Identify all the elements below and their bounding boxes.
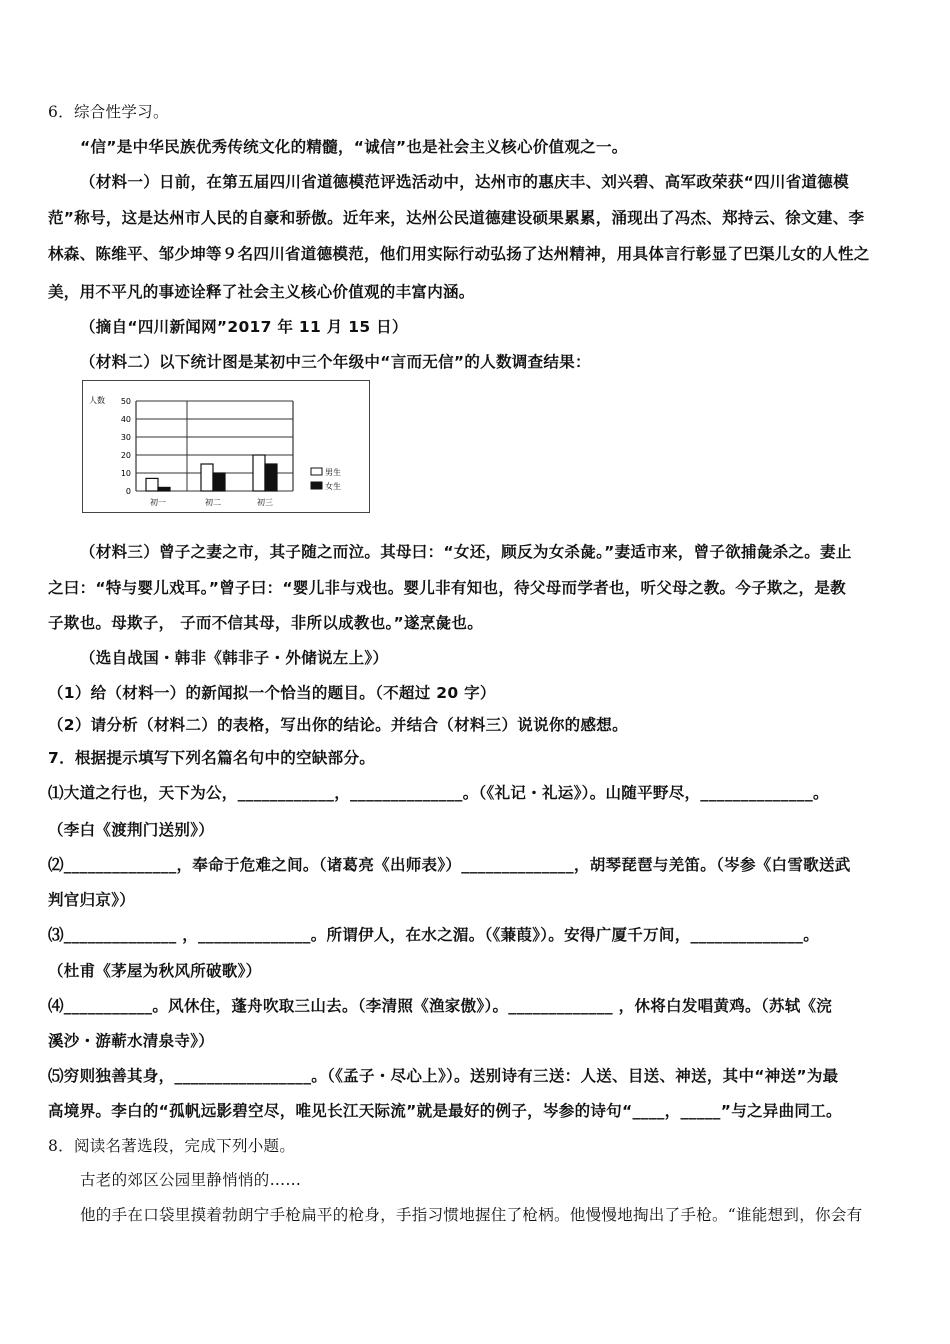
q6-material1-line: 美，用不平凡的事迹诠释了社会主义核心价值观的丰富内涵。 bbox=[48, 283, 475, 301]
y-axis-label: 人数 bbox=[89, 396, 105, 405]
q6-material3-source: （选自战国・韩非《韩非子・外储说左上》） bbox=[80, 649, 389, 667]
q6-material1-line: （材料一）日前，在第五届四川省道德模范评选活动中，达州市的惠庆丰、刘兴碧、高军政荣获“四川省道德模 bbox=[80, 173, 849, 191]
q7-line: 判官归京》） bbox=[48, 891, 136, 909]
q6-material3-line: （材料三）曾子之妻之市，其子随之而泣。其母曰：“女还，顾反为女杀彘。”妻适市来，曾子欲捕彘杀之。妻止 bbox=[80, 543, 852, 561]
y-tick-label: 0 bbox=[125, 487, 131, 496]
q6-intro: “信”是中华民族优秀传统文化的精髓，“诚信”也是社会主义核心价值观之一。 bbox=[80, 138, 628, 156]
q8-passage-line: 他的手在口袋里摸着勃朗宁手枪扁平的枪身，手指习惯地握住了枪柄。他慢慢地掏出了手枪。“谁能想到，你会有 bbox=[80, 1206, 863, 1224]
q7-line: ⑵______________，奉命于危难之间。（诸葛亮《出师表》）______________，胡琴琵琶与羌笛。（岑参《白雪歌送武 bbox=[48, 856, 851, 874]
x-tick-label: 初三 bbox=[257, 498, 273, 507]
bar-女生 bbox=[265, 464, 277, 491]
q7-line: ⑸穷则独善其身，_________________。（《孟子・尽心上》）。送别诗有三送：人送、目送、神送，其中“神送”为最 bbox=[48, 1067, 839, 1085]
q7-line: （李白《渡荆门送别》） bbox=[48, 821, 215, 839]
legend-swatch bbox=[311, 468, 322, 475]
q6-material3-line: 子欺也。母欺子， 子而不信其母，非所以成教也。”遂烹彘也。 bbox=[48, 614, 484, 632]
bar-女生 bbox=[158, 487, 170, 491]
q6-material3-line: 之曰：“特与婴儿戏耳。”曾子曰：“婴儿非与戏也。婴儿非有知也，待父母而学者也，听父母之教。今子欺之，是教 bbox=[48, 579, 846, 597]
q7-line: ⑷___________。风休住，蓬舟吹取三山去。（李清照《渔家傲》）。_____________ ，休将白发唱黄鸡。（苏轼《浣 bbox=[48, 997, 833, 1015]
bar-chart bbox=[82, 380, 370, 513]
x-tick-label: 初一 bbox=[150, 498, 166, 507]
legend-label: 男生 bbox=[325, 468, 341, 477]
y-tick-label: 30 bbox=[120, 433, 131, 442]
y-tick-label: 50 bbox=[120, 397, 131, 406]
q8-passage-line: 古老的郊区公园里静悄悄的…… bbox=[80, 1171, 302, 1189]
q7-line: （杜甫《茅屋为秋风所破歌》） bbox=[48, 962, 262, 980]
legend-label: 女生 bbox=[325, 482, 341, 491]
y-tick-label: 10 bbox=[120, 469, 131, 478]
q7-line: ⑴大道之行也，天下为公，____________，______________。（《礼记・礼运》）。山随平野尽，______________。 bbox=[48, 784, 829, 802]
q6-material1-line: 林森、陈维平、邹少坤等９名四川省道德模范，他们用实际行动弘扬了达州精神，用具体言行彰显了巴渠儿女的人性之 bbox=[48, 245, 870, 263]
bar-女生 bbox=[213, 473, 225, 491]
legend-swatch bbox=[311, 482, 322, 489]
q6-sub1: （1）给（材料一）的新闻拟一个恰当的题目。（不超过 20 字） bbox=[48, 684, 496, 702]
q7-line: ⑶______________ ，______________。所谓伊人，在水之湄。（《蒹葭》）。安得广厦千万间，______________。 bbox=[48, 926, 819, 944]
q7-line: 溪沙・游蕲水清泉寺》） bbox=[48, 1032, 215, 1050]
q7-title: 7．根据提示填写下列名篇名句中的空缺部分。 bbox=[48, 749, 376, 767]
q6-title: 6．综合性学习。 bbox=[48, 103, 169, 121]
y-tick-label: 20 bbox=[120, 451, 131, 460]
bar-男生 bbox=[146, 478, 158, 491]
q7-line: 高境界。李白的“孤帆远影碧空尽，唯见长江天际流”就是最好的例子，岑参的诗句“____，_____”与之异曲同工。 bbox=[48, 1102, 842, 1120]
bar-男生 bbox=[253, 455, 265, 491]
chart-svg bbox=[83, 381, 371, 514]
q6-material1-source: （摘自“四川新闻网”2017 年 11 月 15 日） bbox=[80, 318, 408, 336]
y-tick-label: 40 bbox=[120, 415, 131, 424]
q6-material2: （材料二）以下统计图是某初中三个年级中“言而无信”的人数调查结果： bbox=[80, 353, 591, 371]
bar-男生 bbox=[201, 464, 213, 491]
q6-sub2: （2）请分析（材料二）的表格，写出你的结论。并结合（材料三）说说你的感想。 bbox=[48, 716, 628, 734]
q8-title: 8．阅读名著选段，完成下列小题。 bbox=[48, 1137, 296, 1155]
x-tick-label: 初二 bbox=[205, 498, 221, 507]
q6-material1-line: 范”称号，这是达州市人民的自豪和骄傲。近年来，达州公民道德建设硕果累累，涌现出了冯杰、郑持云、徐文建、李 bbox=[48, 209, 865, 227]
